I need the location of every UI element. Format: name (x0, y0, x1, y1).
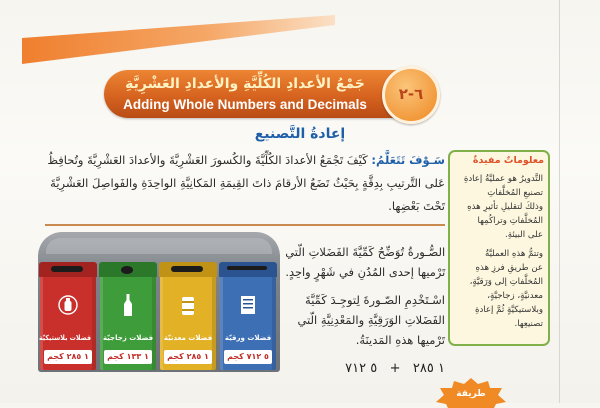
page-edge-line (559, 0, 560, 403)
objective-line-2: عَلى التَّرتيبِ بِدِقَّةٍ بِحَيْثُ تَضَعُ الأرقامَ ذاتَ القِيمَةِ المَكانِيَّةِ الواحِدَةِ والفَواصِلَ العَشْرِيَّةَ (50, 176, 445, 190)
bin-weight-unit: كجم (107, 352, 124, 361)
objective-text-1: كَيْفَ تَجْمَعُ الأعدادَ الكُلِّيَّةَ والكُسورَ العَشْرِيَّةَ والأعدادَ العَشْرِيَّةَ وتُحافِظُ (47, 153, 368, 167)
section-divider (45, 224, 445, 226)
housing-highlight (46, 238, 272, 254)
bin-weight-tag (164, 350, 212, 364)
section-title: إعادةُ التَّصنيع (254, 126, 346, 142)
info-line: التَّدويرُ هو عمليَّةُ إعادةِ (463, 174, 543, 184)
method-badge-label: طريقة (456, 389, 486, 399)
lesson-title-arabic: جَمْعُ الأعدادِ الكُلِّيَّةِ والأعدادِ العَشْرِيَّةِ (125, 76, 365, 92)
equation-right-operand: ٥ ٧١٢ (345, 361, 378, 376)
bin-slot (171, 266, 203, 272)
objective-line-1 (45, 149, 445, 171)
equation-left-operand: ١ ٢٨٥ (412, 361, 445, 376)
bin-slot (227, 266, 267, 270)
objective-label: سَـوْفَ تَتَعَلَّمُ: (371, 153, 445, 167)
bin-weight-tag (104, 350, 152, 364)
bin-weight-value: ١ ١٣٣ (126, 352, 149, 361)
decorative-swoosh (0, 0, 600, 70)
bin-slot (51, 266, 83, 272)
objective-line-3: تَحْتَ بَعْضِها. (388, 199, 445, 213)
bin-weight-unit: كجم (167, 352, 184, 361)
info-line: معدنيَّةٍ، زجاجيَّةٍ، (487, 291, 543, 301)
problem-line: الصُّـورةُ تُوَضِّحُ كَمِّيَّةَ الفَضَلاتِ الّتي (285, 245, 445, 259)
bin-label: فضلات زجاجيّة (102, 334, 154, 342)
bin-label: فضلات ورقيّة (224, 334, 272, 342)
info-line: المُخلَّفاتِ وتراكُمِها (477, 216, 543, 226)
problem-line: تَرْميها هذهِ المَدينَةُ. (355, 333, 445, 347)
bin-slot (121, 266, 133, 274)
bin-lid (39, 262, 97, 277)
info-line: المُخلَّفاتِ إلى وَرَقيَّةٍ، (469, 277, 543, 287)
bin-weight-value: ٥ ٧١٢ (246, 352, 269, 361)
useful-info-title: معلوماتٌ مفيدةٌ (472, 155, 544, 166)
bin-label: فضلات بلاستيكيّة (39, 334, 92, 342)
lesson-title-english: Adding Whole Numbers and Decimals (123, 97, 367, 112)
paper-icon (238, 292, 258, 318)
info-line: وذلكَ لتقليلِ تأثيرِ هذهِ (467, 202, 543, 212)
bin-label: فضلات معدنيّة (163, 334, 213, 342)
problem-line: اسْـتَخْدِمِ الصّـورةَ لِتوجِـدَ كَمِّيَّةَ (305, 293, 445, 307)
bin-weight-unit: كجم (47, 352, 64, 361)
plastic-bin (40, 262, 96, 370)
glass-bin (100, 262, 156, 370)
bin-weight-value: ١ ٢٨٥ (66, 352, 89, 361)
bin-lid (159, 262, 217, 277)
problem-line: تَرْميها إحدى المُدُنِ في شَهْرٍ واحِدٍ. (285, 265, 445, 279)
problem-line: الفَضَلاتِ الوَرَقِيَّةِ والمَعْدِنِيَّةِ الّتي (297, 313, 445, 327)
bin-weight-tag (224, 350, 272, 364)
metal-can-icon (178, 292, 198, 318)
bin-weight-tag (44, 350, 92, 364)
metal-bin (160, 262, 216, 370)
glass-bottle-icon (118, 292, 138, 318)
info-line: عن طريقِ فرزِ هذهِ (475, 263, 543, 273)
plastic-bottle-icon (58, 292, 78, 318)
info-line: تصنيعِ المُخلَّفاتِ (487, 188, 543, 198)
bin-weight-unit: كجم (227, 352, 244, 361)
bin-weight-value: ١ ٢٨٥ (186, 352, 209, 361)
info-line: وبلاستيكيَّةٍ ثُمَّ إعادةِ (474, 305, 543, 315)
paper-bin (220, 262, 276, 370)
equation-operator: + (389, 361, 401, 376)
lesson-number: ٦-٢ (398, 85, 424, 103)
addition-equation (300, 358, 445, 380)
bin-lid (99, 262, 157, 277)
info-line: وتتمُّ هذهِ العمليَّةُ (484, 249, 543, 259)
info-line: تصنيعِها. (514, 319, 543, 329)
bin-lid (219, 262, 277, 277)
info-line: على البيئةِ. (505, 230, 543, 240)
